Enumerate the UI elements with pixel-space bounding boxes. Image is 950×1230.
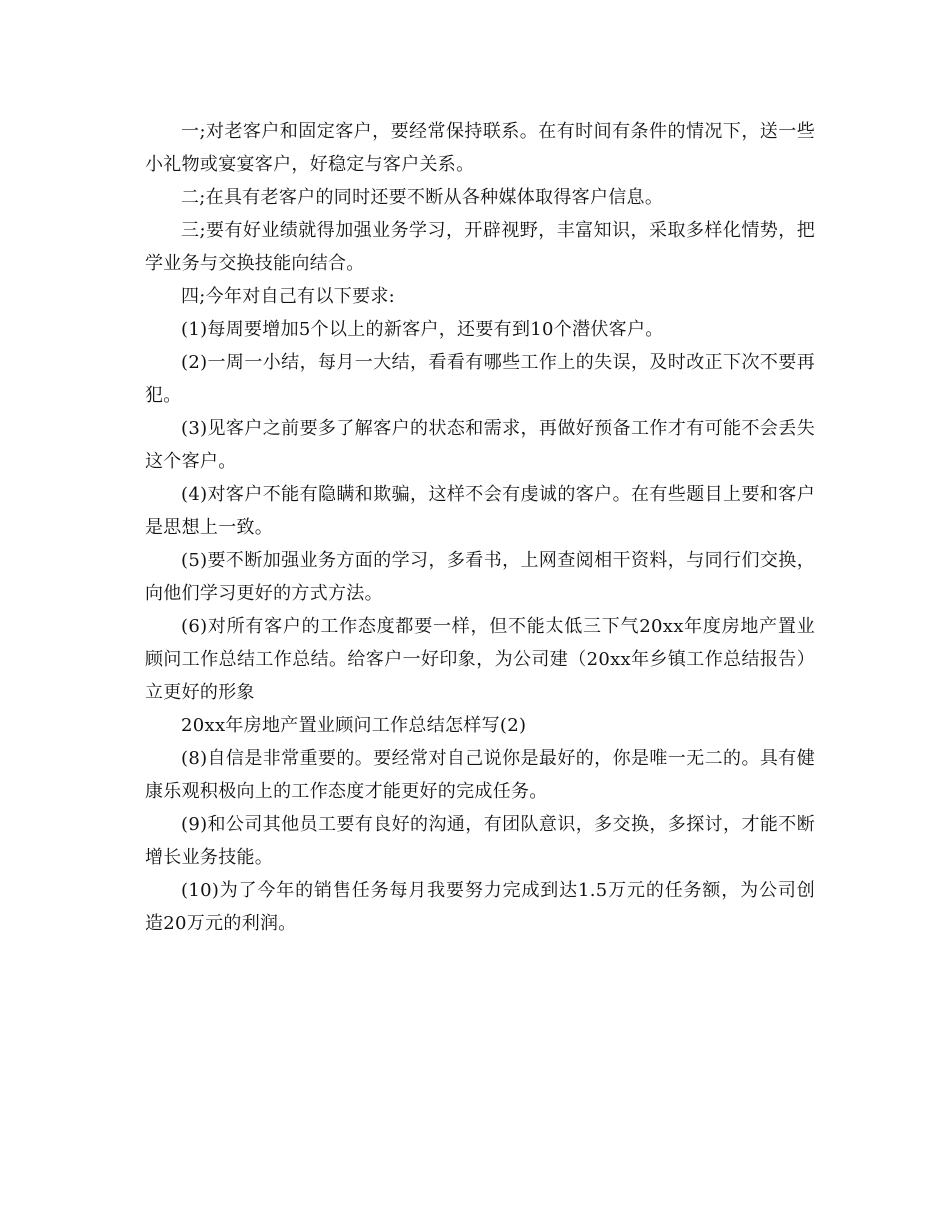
list-item-9: (9)和公司其他员工要有良好的沟通，有团队意识，多交换，多探讨，才能不断增长业务技能。 — [145, 814, 815, 868]
paragraph-4: 四;今年对自己有以下要求: — [181, 286, 396, 307]
list-item-2: (2)一周一小结，每月一大结，看看有哪些工作上的失误，及时改正下次不要再犯。 — [145, 352, 815, 406]
paragraph-2: 二;在具有老客户的同时还要不断从各种媒体取得客户信息。 — [181, 187, 664, 208]
paragraph-1: 一;对老客户和固定客户，要经常保持联系。在有时间有条件的情况下，送一些小礼物或宴宴客户，好稳定与客户关系。 — [145, 121, 815, 175]
section-heading: 20xx年房地产置业顾问工作总结怎样写(2) — [181, 715, 527, 736]
list-item-5: (5)要不断加强业务方面的学习，多看书，上网查阅相干资料，与同行们交换，向他们学习更好的方式方法。 — [145, 550, 815, 604]
document-body — [145, 115, 815, 940]
list-item-8: (8)自信是非常重要的。要经常对自己说你是最好的，你是唯一无二的。具有健康乐观积极向上的工作态度才能更好的完成任务。 — [145, 748, 815, 802]
paragraph-3: 三;要有好业绩就得加强业务学习，开辟视野，丰富知识，采取多样化情势，把学业务与交换技能向结合。 — [145, 220, 815, 274]
list-item-4: (4)对客户不能有隐瞒和欺骗，这样不会有虔诚的客户。在有些题目上要和客户是思想上一致。 — [145, 484, 815, 538]
list-item-3: (3)见客户之前要多了解客户的状态和需求，再做好预备工作才有可能不会丢失这个客户。 — [145, 418, 815, 472]
list-item-6: (6)对所有客户的工作态度都要一样，但不能太低三下气20xx年度房地产置业顾问工作总结工作总结。给客户一好印象，为公司建（20xx年乡镇工作总结报告）立更好的形象 — [145, 616, 815, 703]
list-item-10: (10)为了今年的销售任务每月我要努力完成到达1.5万元的任务额，为公司创造20万元的利润。 — [145, 880, 815, 934]
list-item-1: (1)每周要增加5个以上的新客户，还要有到10个潜伏客户。 — [181, 319, 664, 340]
